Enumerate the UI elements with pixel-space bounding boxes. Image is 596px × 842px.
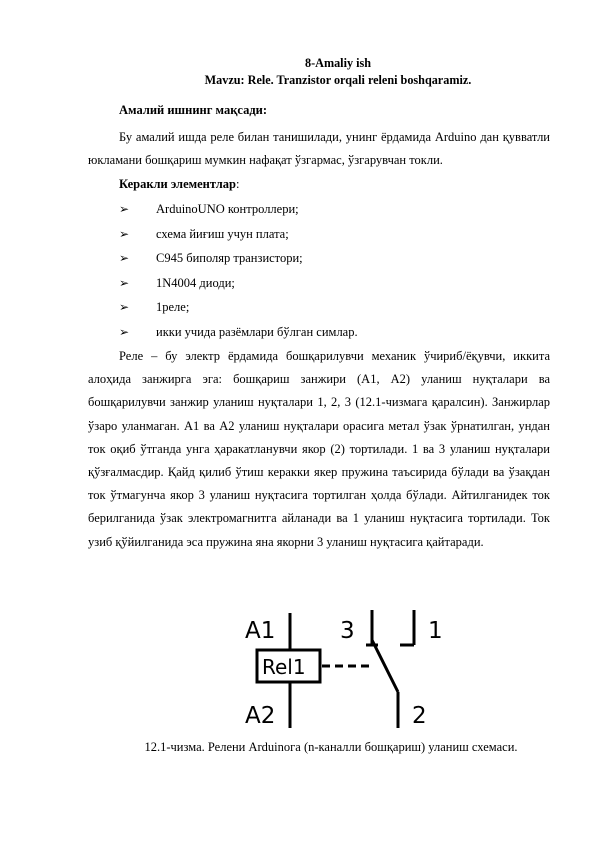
list-item-text: 1реле;	[156, 300, 190, 314]
diagram-label-2: 2	[412, 703, 427, 729]
list-item-text: 1N4004 диоди;	[156, 275, 235, 290]
figure-caption: 12.1-чизма. Релени Arduinога (n-каналли бошқариш) уланиш схемаси.	[144, 740, 518, 754]
arrow-bullet-icon: ➢	[119, 251, 130, 265]
list-item-text: С945 биполяр транзистори;	[156, 251, 303, 265]
list-item-text: схема йиғиш учун плата;	[156, 226, 289, 241]
diagram-label-3: 3	[340, 618, 355, 644]
diagram-label-a2: A2	[245, 703, 276, 729]
diagram-label-1: 1	[428, 618, 443, 644]
arrow-bullet-icon: ➢	[119, 226, 130, 241]
arrow-bullet-icon: ➢	[119, 324, 130, 339]
diagram-label-rel: Rel1	[262, 655, 306, 679]
list-item-text: ArduinoUNO контроллери;	[156, 202, 299, 216]
elements-heading-colon: :	[235, 177, 240, 191]
goal-heading: Амалий ишнинг мақсади:	[119, 103, 268, 117]
relay-description-paragraph: Реле – бу электр ёрдамида бошқарилувчи механик ўчириб/ёқувчи, иккита алоҳида занжирга эга: бошқариш занжири (А1, А2) уланиш нуқталари ва бошқарилувчи занжир уланиш нуқталари 1, 2, 3 (12.1-чизмага қаралсин). Занжирлар ўзаро уланмаган. А1 ва А2 уланиш нуқталари орасига метал ўзак ўрнатилган, ундан ток оқиб ўтганда унга ҳаракатланувчи якор (2) тортилади. 1 ва 3 уланиш нуқталари қўзғалмасдир. Қайд қилиб ўтиш керакки якер пружина таъсирида бўлади ва ўзақдан ток ўтмагунча якор 3 уланиш нуқтасига тортилган ҳолда бўлади. Айтилганидек ток берилганида ўзак электромагнитга айланади ва 1 уланиш нуқтасига тортилади. Ток узиб қўйилганида эса пружина яна якорни 3 уланиш нуқтасига қайтаради.	[88, 349, 550, 549]
arrow-bullet-icon: ➢	[119, 275, 130, 290]
lab-number-title: 8-Amaliy ish	[304, 56, 372, 70]
arrow-bullet-icon: ➢	[119, 300, 130, 314]
list-item-text: икки учида разёмлари бўлган симлар.	[156, 324, 358, 339]
arrow-bullet-icon: ➢	[119, 202, 130, 216]
diagram-label-a1: A1	[245, 618, 276, 644]
topic-title: Mavzu: Rele. Tranzistor orqali releni boshqaramiz.	[204, 73, 472, 87]
goal-paragraph: Бу амалий ишда реле билан танишилади, унинг ёрдамида Arduino дан қувватли юкламани бошқариш мумкин нафақат ўзгармас, ўзгарувчан токли.	[88, 130, 550, 168]
armature	[372, 640, 398, 692]
elements-heading-text: Керакли элементлар	[119, 177, 236, 191]
